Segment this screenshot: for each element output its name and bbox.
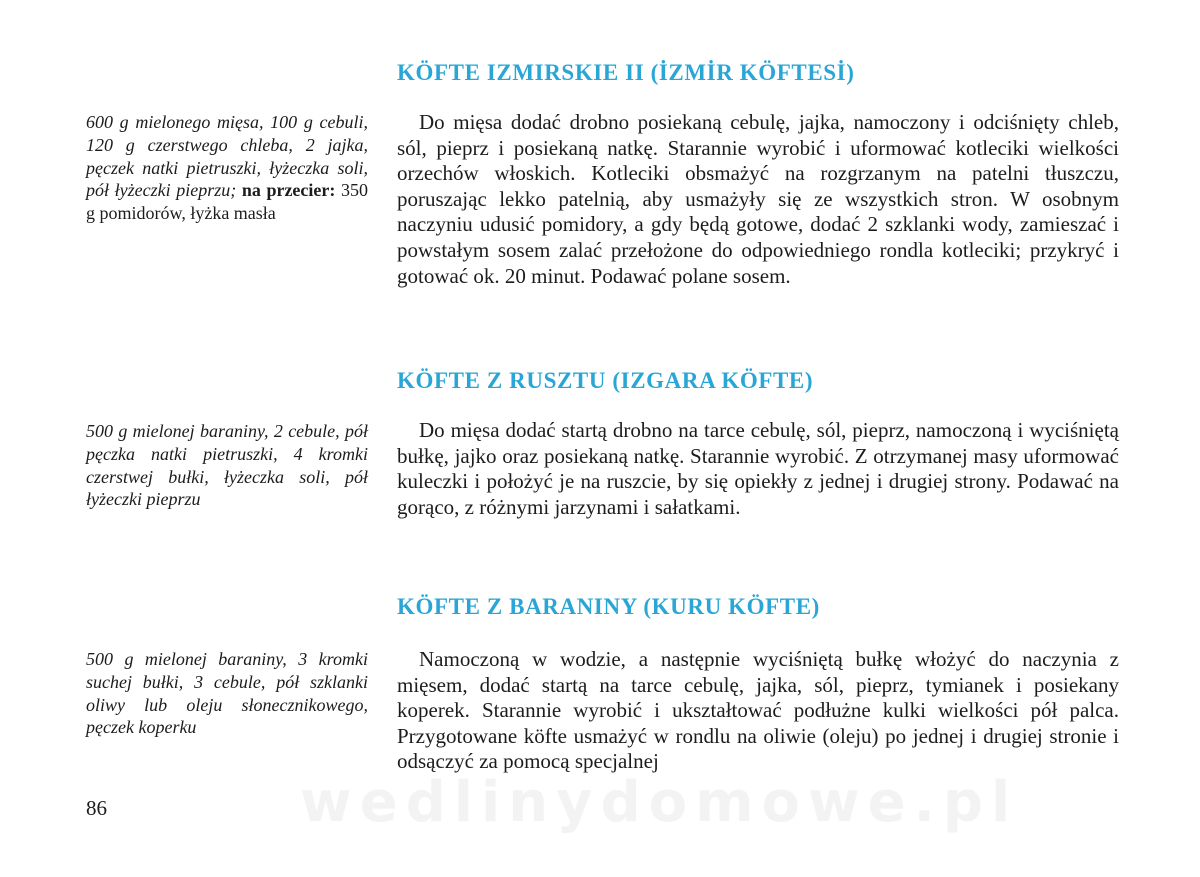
watermark: wedlinydomowe.pl	[300, 770, 1019, 835]
recipe-1-title: KÖFTE IZMIRSKIE II (İZMİR KÖFTESİ)	[397, 60, 855, 85]
recipe-3-ingredients: 500 g mielonej baraniny, 3 kromki suchej bułki, 3 cebule, pół szklanki oliwy lub oleju słonecznikowego, pęczek koperku	[86, 649, 368, 738]
recipe-2-ingredients: 500 g mielonej baraniny, 2 cebule, pół pęczka natki pietruszki, 4 kromki czerstwej bułki, łyżeczka soli, pół łyżeczki pieprzu	[86, 421, 368, 510]
recipe-3-title: KÖFTE Z BARANINY (KURU KÖFTE)	[397, 594, 820, 619]
recipe-1-ingredients-part1: 600 g mielonego mięsa, 100 g cebuli, 120 g czerstwego chleba, 2 jajka, pęczek natki pietruszki, łyżeczka soli, pół łyżeczki pieprzu;	[86, 112, 368, 201]
recipe-2-method: Do mięsa dodać startą drobno na tarce cebulę, sól, pieprz, namoczoną i wyciśniętą bułkę, jajko oraz posiekaną natkę. Starannie wyrobić. Z otrzymanej masy uformować kuleczki i położyć je na ruszcie, by się opiekły z jednej i drugiej strony. Podawać na gorąco, z różnymi jarzynami i sałatkami.	[397, 418, 1119, 519]
recipe-1-ingredients	[86, 111, 368, 225]
recipe-1-sauce-label: na przecier:	[241, 180, 336, 201]
recipe-1-method: Do mięsa dodać drobno posiekaną cebulę, jajka, namoczony i odciśnięty chleb, sól, pieprz i posiekaną natkę. Starannie wyrobić i uformować kotleciki wielkości orzechów włoskich. Kotleciki obsmażyć na rozgrzanym na patelni tłuszczu, poruszając lekko patelnią, aby usmażyły się ze wszystkich stron. W osobnym naczyniu udusić pomidory, a gdy będą gotowe, dodać 2 szklanki wody, zamieszać i powstałym sosem zalać przełożone do odpowiedniego rondla kotleciki; przykryć i gotować ok. 20 minut. Podawać polane sosem.	[397, 110, 1119, 288]
recipe-2-title: KÖFTE Z RUSZTU (IZGARA KÖFTE)	[397, 368, 814, 393]
page-number: 86	[86, 796, 107, 820]
recipe-3-method: Namoczoną w wodzie, a następnie wyciśniętą bułkę włożyć do naczynia z mięsem, dodać startą na tarce cebulę, jajka, sól, pieprz, tymianek i posiekany koperek. Starannie wyrobić i ukształtować podłużne kulki wielkości pół palca. Przygotowane köfte usmażyć w rondlu na oliwie (oleju) po jednej i drugiej stronie i odsączyć za pomocą specjalnej	[397, 647, 1119, 774]
recipe-1-ingredients-part2: 350 g pomidorów, łyżka masła	[86, 180, 369, 224]
